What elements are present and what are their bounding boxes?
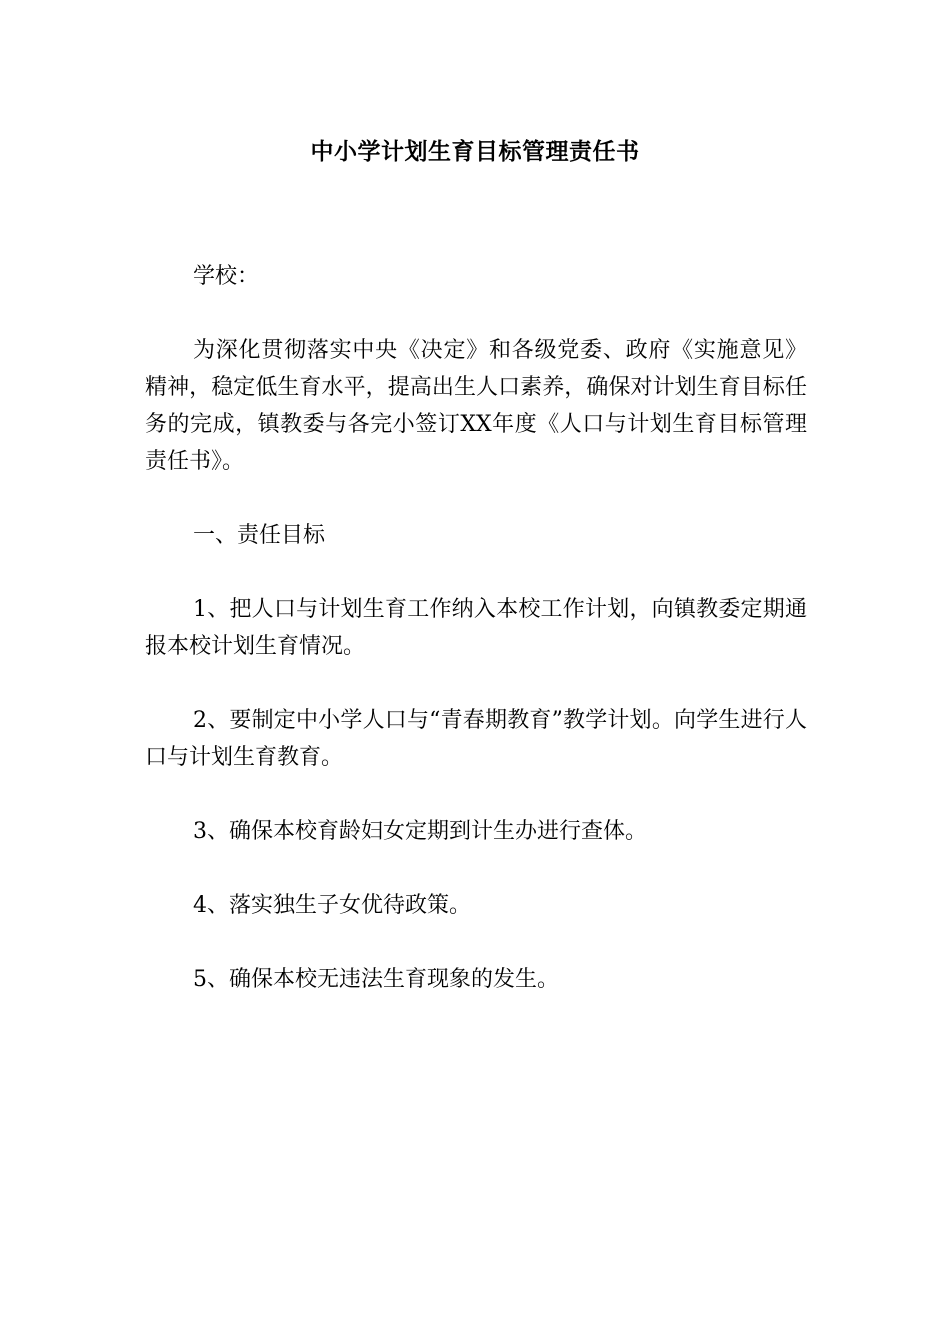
list-item: 2、要制定中小学人口与“青春期教育”教学计划。向学生进行人口与计划生育教育。 — [145, 708, 807, 770]
list-item: 5、确保本校无违法生育现象的发生。 — [193, 967, 559, 992]
intro-paragraph: 为深化贯彻落实中央《决定》和各级党委、政府《实施意见》精神，稳定低生育水平，提高出生人口素养，确保对计划生育目标任务的完成，镇教委与各完小签订XX年度《人口与计划生育目标管理责任书》。 — [145, 338, 807, 474]
list-item: 1、把人口与计划生育工作纳入本校工作计划，向镇教委定期通报本校计划生育情况。 — [145, 597, 807, 659]
document-body — [145, 258, 807, 1035]
list-item: 3、确保本校育龄妇女定期到计生办进行查体。 — [193, 819, 647, 844]
document-title: 中小学计划生育目标管理责任书 — [310, 138, 640, 165]
section-heading: 一、责任目标 — [193, 523, 326, 548]
list-item: 4、落实独生子女优待政策。 — [193, 893, 471, 918]
salutation: 学校： — [193, 264, 260, 289]
